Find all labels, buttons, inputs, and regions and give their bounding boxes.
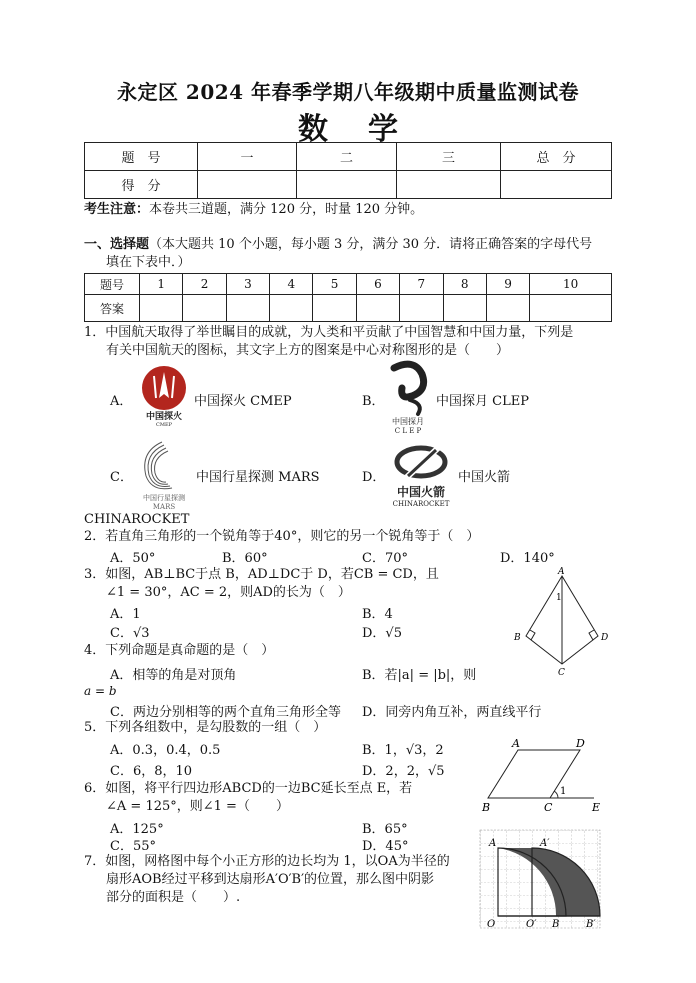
score-header-cell: 二 — [297, 143, 397, 171]
notice-text: 本卷共三道题，满分 120 分，时量 120 分钟。 — [149, 202, 424, 217]
answer-cell[interactable] — [400, 295, 443, 322]
q7-line2: 扇形AOB经过平移到达扇形A′O′B′的位置，那么图中阴影 — [106, 872, 435, 887]
label-c: C — [558, 668, 565, 678]
answer-number: 3 — [226, 274, 269, 295]
label-b: B — [552, 919, 560, 930]
q6-option-d: D．45° — [362, 839, 409, 854]
label-o: O — [487, 919, 496, 930]
clep-logo-text: 中国探月 — [392, 417, 424, 426]
notice — [84, 201, 423, 219]
answer-cell[interactable] — [226, 295, 269, 322]
q1-option-c-label: C． — [110, 470, 133, 485]
answer-table — [84, 273, 612, 322]
answer-cell[interactable] — [486, 295, 529, 322]
angle-1-arc — [554, 791, 558, 798]
q6-option-c: C．55° — [110, 839, 156, 854]
q6-line1: 6．如图，将平行四边形ABCD的一边BC延长至点 E，若 — [84, 781, 413, 796]
q1-option-c-text: 中国行星探测 MARS — [196, 470, 320, 485]
label-d: D — [601, 633, 609, 643]
q7-line1: 7．如图，网格图中每个小正方形的边长均为 1，以OA为半径的 — [84, 854, 450, 869]
mars-logo-subtext: MARS — [152, 503, 176, 511]
label-a-prime: A′ — [540, 838, 550, 849]
q4-option-c: C．两边分别相等的两个直角三角形全等 — [110, 705, 341, 720]
q3-line2: ∠1 = 30°，AC = 2，则AD的长为（ ） — [106, 585, 351, 600]
score-header-cell: 三 — [397, 143, 501, 171]
cmep-logo — [136, 364, 192, 426]
score-cell[interactable] — [397, 171, 501, 199]
q3-line1: 3．如图，AB⊥BC于点 B，AD⊥DC于 D，若CB = CD，且 — [84, 567, 439, 582]
answer-number: 5 — [313, 274, 356, 295]
label-e: E — [592, 801, 601, 814]
label-o-prime: O′ — [526, 919, 537, 930]
q4-option-b-cont: a = b — [84, 684, 117, 698]
label-angle-1: 1 — [560, 786, 567, 797]
label-a: A — [512, 737, 520, 750]
label-a: A — [558, 567, 565, 577]
section1-line1 — [84, 236, 592, 254]
clep-logo — [384, 360, 434, 436]
answer-cell[interactable] — [183, 295, 226, 322]
q4-stem: 4．下列命题是真命题的是（ ） — [84, 643, 275, 658]
q5-option-d: D．2，2，√5 — [362, 764, 445, 779]
q5-option-b: B．1，√3，2 — [362, 743, 444, 758]
section1-desc: （本大题共 10 个小题，每小题 3 分，满分 30 分．请将正确答案的字母代号 — [149, 237, 593, 252]
label-angle-1: 1 — [556, 593, 562, 603]
answer-number: 10 — [530, 274, 612, 295]
moon-swirl-icon — [394, 364, 424, 397]
answer-cell[interactable] — [443, 295, 486, 322]
label-b: B — [482, 801, 491, 814]
q1-line2: 有关中国航天的图标，其文字上方的图案是中心对称图形的是（ ） — [106, 343, 510, 358]
score-header-cell: 总 分 — [501, 143, 612, 171]
label-a: A — [489, 838, 497, 849]
q3-option-a: A．1 — [110, 607, 141, 622]
q3-option-d: D．√5 — [362, 626, 402, 641]
score-cell[interactable] — [297, 171, 397, 199]
q2-option-a: A．50° — [110, 551, 156, 566]
score-header-cell: 题 号 — [85, 143, 198, 171]
answer-cell[interactable] — [530, 295, 612, 322]
answer-cell[interactable] — [313, 295, 356, 322]
q3-option-b: B．4 — [362, 607, 393, 622]
q1-option-b-text: 中国探月 CLEP — [436, 394, 529, 409]
clep-logo-subtext: C L E P — [394, 427, 422, 435]
answer-number: 9 — [486, 274, 529, 295]
section1-desc2: 填在下表中．） — [106, 255, 191, 270]
answer-row-label: 答案 — [85, 295, 140, 322]
cmep-logo-subtext: CMEP — [156, 422, 172, 426]
label-b: B — [514, 633, 521, 643]
q1-option-a-label: A． — [110, 394, 133, 409]
answer-cell[interactable] — [270, 295, 313, 322]
q1-option-d-text: 中国火箭 — [458, 470, 511, 485]
answer-number: 8 — [443, 274, 486, 295]
answer-number: 2 — [183, 274, 226, 295]
label-b-prime: B′ — [586, 919, 596, 930]
q6-figure — [476, 736, 612, 816]
answer-cell[interactable] — [140, 295, 183, 322]
score-cell[interactable] — [198, 171, 297, 199]
score-table — [84, 142, 612, 199]
q4-option-a: A．相等的角是对顶角 — [110, 668, 237, 683]
mars-logo-text: 中国行星探测 — [143, 494, 185, 502]
q1-option-b-label: B． — [362, 394, 385, 409]
q3-figure — [508, 564, 618, 682]
q2-option-b: B．60° — [222, 551, 268, 566]
q7-figure — [478, 828, 606, 932]
q4-option-b: B．若|a| = |b|，则 — [362, 668, 477, 683]
q2-option-d: D．140° — [500, 551, 555, 566]
q1-overflow-text: CHINAROCKET — [84, 512, 190, 527]
notice-label: 考生注意： — [84, 202, 150, 217]
label-c: C — [544, 801, 553, 814]
q1-line1: 1．中国航天取得了举世瞩目的成就，为人类和平贡献了中国智慧和中国力量，下列是 — [84, 325, 574, 340]
q1-option-a-text: 中国探火 CMEP — [194, 394, 292, 409]
q2-stem: 2．若直角三角形的一个锐角等于40°，则它的另一个锐角等于（ ） — [84, 529, 480, 544]
answer-cell[interactable] — [356, 295, 399, 322]
q7-line3: 部分的面积是（ ）. — [106, 890, 241, 905]
exam-title: 永定区 2024 年春季学期八年级期中质量监测试卷 — [116, 80, 580, 104]
q3-option-c: C．√3 — [110, 626, 150, 641]
q1-option-d-label: D． — [362, 470, 386, 485]
mars-logo — [132, 436, 196, 512]
answer-header-label: 题号 — [85, 274, 140, 295]
subject-title: 数学 — [298, 112, 438, 147]
answer-number: 6 — [356, 274, 399, 295]
q5-option-c: C．6，8，10 — [110, 764, 193, 779]
q6-option-b: B．65° — [362, 822, 408, 837]
chinarocket-logo-text: 中国火箭 — [396, 485, 446, 499]
answer-number: 7 — [400, 274, 443, 295]
score-header-cell: 一 — [198, 143, 297, 171]
chinarocket-logo — [386, 444, 456, 510]
section1-heading: 一、选择题 — [84, 237, 150, 252]
score-cell[interactable] — [501, 171, 612, 199]
q5-stem: 5．下列各组数中，是勾股数的一组（ ） — [84, 720, 327, 735]
answer-number: 1 — [140, 274, 183, 295]
q6-line2: ∠A = 125°，则∠1 =（ ） — [106, 799, 289, 814]
answer-number: 4 — [270, 274, 313, 295]
q5-option-a: A．0.3，0.4，0.5 — [110, 743, 221, 758]
cmep-logo-text: 中国探火 — [145, 412, 183, 422]
right-angle-d-icon — [589, 630, 594, 640]
label-d: D — [576, 737, 585, 750]
q4-option-d: D．同旁内角互补，两直线平行 — [362, 705, 542, 720]
q6-option-a: A．125° — [110, 822, 164, 837]
score-row-label: 得 分 — [85, 171, 198, 199]
chinarocket-logo-subtext: CHINAROCKET — [392, 500, 450, 508]
q2-option-c: C．70° — [362, 551, 408, 566]
right-angle-b-icon — [530, 630, 535, 640]
